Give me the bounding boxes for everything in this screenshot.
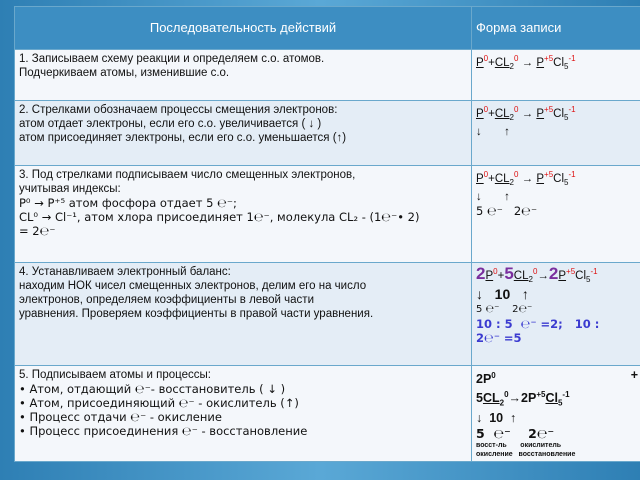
step-line: P⁰ → P⁺⁵ атом фосфора отдает 5 ℮⁻; (19, 196, 237, 210)
step-5-text (15, 366, 472, 462)
table-header (15, 7, 640, 50)
electron-arrows: ↓ ↑ (476, 126, 510, 139)
electron-counts: 5 ℮⁻ 2℮⁻ (476, 204, 538, 219)
step-4-formula (472, 263, 640, 366)
role-labels: восст-ль окислитель (476, 441, 562, 449)
reaction-formula: $P^0+CL_2^0 \to P^{+5}Cl_5^{-1}$ (476, 170, 576, 188)
lcm-line: ↓ 10 ↑ (476, 286, 529, 303)
step-line: CL⁰ → Cl⁻¹, атом хлора присоединяет 1℮⁻, молекула CL₂ - (1℮⁻• 2) (19, 210, 420, 224)
step-line: • Процесс присоединения ℮⁻ - восстановление (19, 424, 308, 438)
reaction-formula: $P^0+CL_2^0 \to P^{+5}Cl_5^{-1}$ (476, 105, 576, 123)
step-2-formula (472, 101, 640, 166)
header-steps: Последовательность действий (15, 7, 472, 50)
step-line: 3. Под стрелками подписываем число смещенных электронов, (19, 169, 356, 181)
step-1-text (15, 50, 472, 101)
step-line: учитывая индексы: (19, 183, 121, 195)
balanced-formula: $2P^0+5CL_2^0\to 2P^{+5}Cl_5^{-1}$ (476, 263, 598, 285)
electron-arrows: ↓ ↑ (476, 191, 510, 204)
step-line: • Атом, отдающий ℮⁻- восстановитель ( ↓ ) (19, 382, 286, 396)
table-row (15, 101, 640, 166)
step-line: 5. Подписываем атомы и процессы: (19, 369, 211, 381)
step-line: 1. Записываем схему реакции и определяем с.о. атомов. (19, 53, 325, 65)
step-line: атом присоединяет электроны, если его с.о. уменьшается (↑) (19, 132, 347, 144)
step-line: • Процесс отдачи ℮⁻ - окисление (19, 410, 222, 424)
coefficient-calc: 2℮⁻ =5 (476, 331, 522, 346)
step-3-formula (472, 166, 640, 263)
step-2-text (15, 101, 472, 166)
step-5-formula (472, 366, 640, 462)
step-line: электронов, определяем коэффициенты в левой части (19, 294, 314, 306)
step-line: Подчеркиваем атомы, изменившие с.о. (19, 67, 230, 79)
step-line: = 2℮⁻ (19, 224, 56, 238)
table-row (15, 366, 640, 462)
reaction-formula: $P^0+CL_2^0 \to P^{+5}Cl_5^{-1}$ (476, 54, 576, 72)
electron-counts: 5 ℮⁻ 2℮⁻ (476, 425, 555, 441)
step-line: 2. Стрелками обозначаем процессы смещения электронов: (19, 104, 338, 116)
table-row (15, 50, 640, 101)
step-line: атом отдает электроны, если его с.о. увеличивается ( ↓ ) (19, 118, 322, 130)
process-labels: окисление восстановление (476, 450, 576, 458)
step-1-formula (472, 50, 640, 101)
step-line: • Атом, присоединяющий ℮⁻ - окислитель (↑) (19, 396, 299, 410)
step-line: находим НОК чисел смещенных электронов, делим его на число (19, 280, 367, 292)
step-line: 4. Устанавливаем электронный баланс: (19, 266, 231, 278)
final-formula-1: $2P^0$ + (476, 368, 638, 387)
step-3-text (15, 166, 472, 263)
final-formula-2: $5CL_2^0\to 2P^{+5}Cl_5^{-1}$ (476, 390, 570, 408)
electron-counts: 5 ℮⁻ 2℮⁻ (476, 304, 533, 316)
step-4-text (15, 263, 472, 366)
table-row (15, 263, 640, 366)
steps-table (14, 6, 640, 462)
table-row (15, 166, 640, 263)
step-line: уравнения. Проверяем коэффициенты в правой части уравнения. (19, 308, 374, 320)
lcm-line: ↓ 10 ↑ (476, 410, 517, 425)
header-notation: Форма записи (472, 7, 640, 50)
coefficient-calc: 10 : 5 ℮⁻ =2; 10 : (476, 317, 600, 332)
